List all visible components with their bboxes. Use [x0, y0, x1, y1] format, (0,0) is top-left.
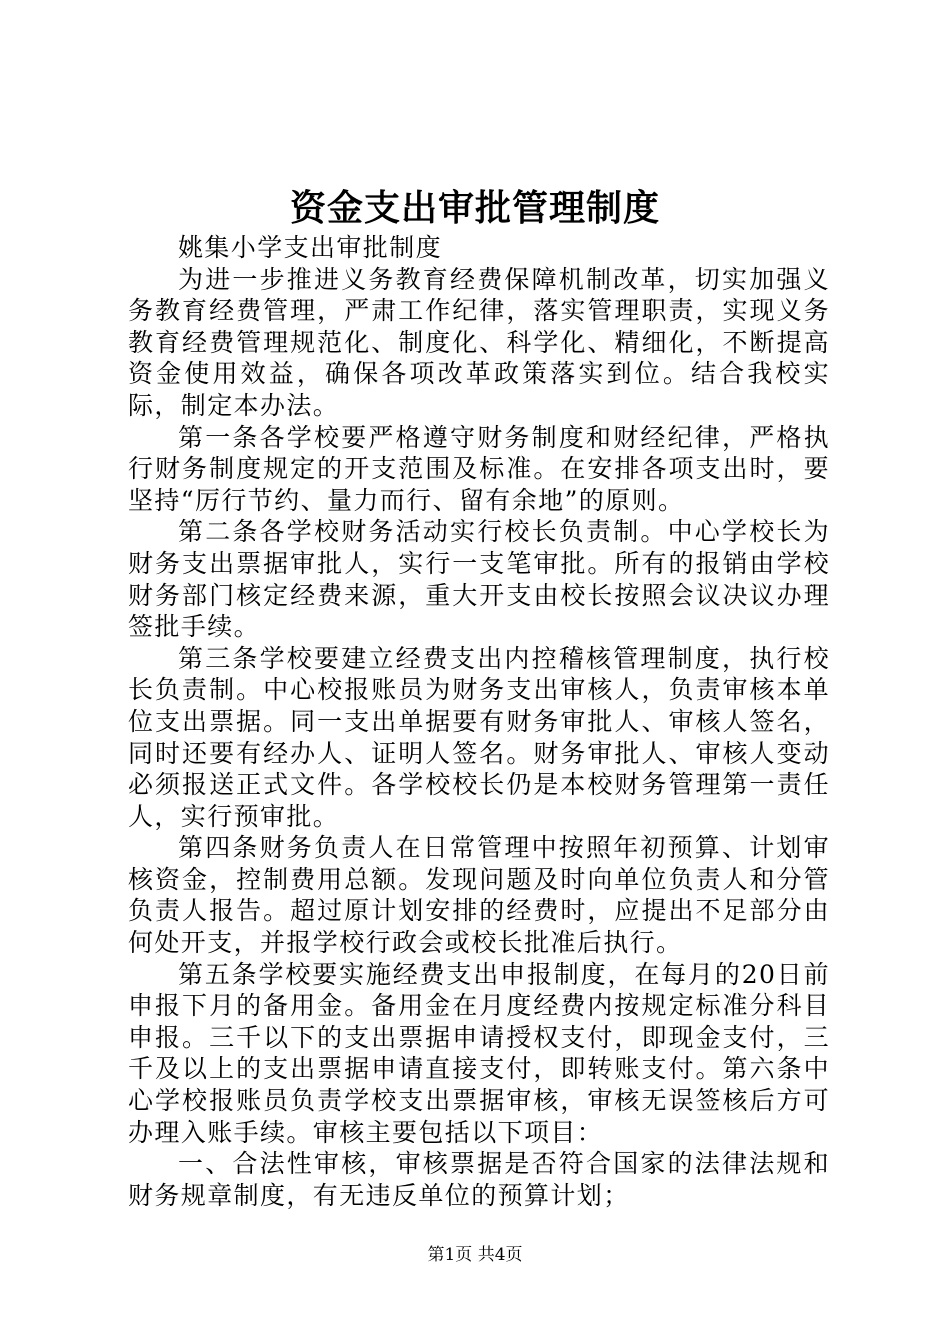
- paragraph-item-1: 一、合法性审核，审核票据是否符合国家的法律法规和财务规章制度，有无违反单位的预算计划；: [128, 1149, 830, 1210]
- paragraph-article-2: 第二条各学校财务活动实行校长负责制。中心学校长为财务支出票据审批人，实行一支笔审批。所有的报销由学校财务部门核定经费来源，重大开支由校长按照会议决议办理签批手续。: [128, 517, 830, 642]
- paragraph-article-5: 第五条学校要实施经费支出申报制度，在每月的20日前申报下月的备用金。备用金在月度经费内按规定标准分科目申报。三千以下的支出票据申请授权支付，即现金支付，三千及以上的支出票据申请直接支付，即转账支付。第六条中心学校报账员负责学校支出票据审核，审核无误签核后方可办理入账手续。审核主要包括以下项目：: [128, 959, 830, 1147]
- document-title: 资金支出审批管理制度: [289, 187, 660, 229]
- paragraph-article-3: 第三条学校要建立经费支出内控稽核管理制度，执行校长负责制。中心校报账员为财务支出审核人，负责审核本单位支出票据。同一支出单据要有财务审批人、审核人签名，同时还要有经办人、证明人签名。财务审批人、审核人变动必须报送正式文件。各学校校长仍是本校财务管理第一责任人，实行预审批。: [128, 643, 830, 831]
- paragraph-article-4: 第四条财务负责人在日常管理中按照年初预算、计划审核资金，控制费用总额。发现问题及时向单位负责人和分管负责人报告。超过原计划安排的经费时，应提出不足部分由何处开支，并报学校行政会或校长批准后执行。: [128, 833, 830, 958]
- document-body: [128, 232, 830, 1211]
- paragraph-intro: 为进一步推进义务教育经费保障机制改革，切实加强义务教育经费管理，严肃工作纪律，落实管理职责，实现义务教育经费管理规范化、制度化、科学化、精细化，不断提高资金使用效益，确保各项改革政策落实到位。结合我校实际，制定本办法。: [128, 264, 830, 420]
- page-number-footer: 第1页 共4页: [427, 1245, 523, 1265]
- paragraph-subtitle: 姚集小学支出审批制度: [178, 233, 443, 262]
- paragraph-article-1: 第一条各学校要严格遵守财务制度和财经纪律，严格执行财务制度规定的开支范围及标准。在安排各项支出时，要坚持“厉行节约、量力而行、留有余地”的原则。: [128, 422, 830, 515]
